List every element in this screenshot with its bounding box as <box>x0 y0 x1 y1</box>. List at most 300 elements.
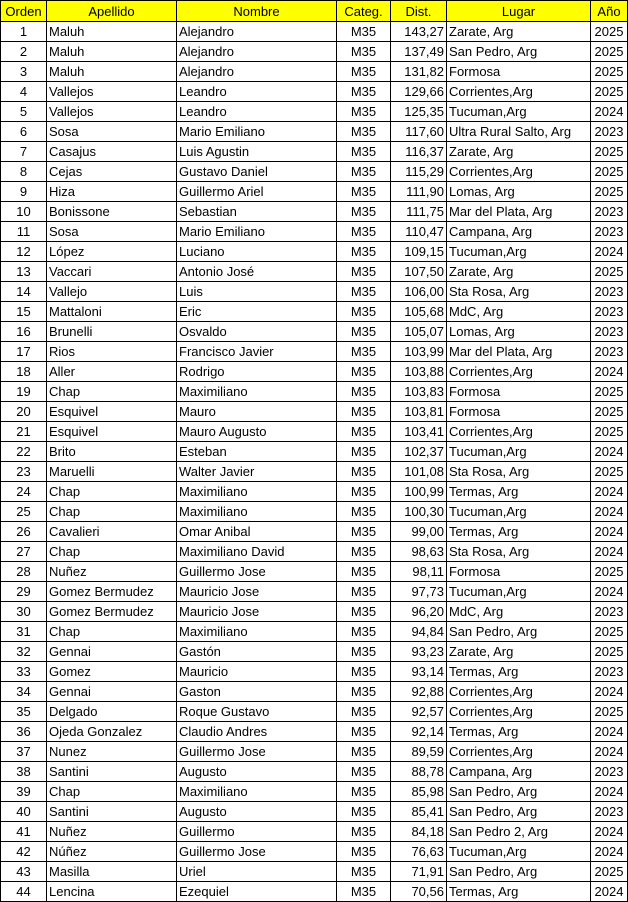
cell-orden: 40 <box>1 802 47 822</box>
cell-apellido: Chap <box>47 782 177 802</box>
cell-categoria: M35 <box>337 162 391 182</box>
cell-anio: 2024 <box>591 682 628 702</box>
cell-orden: 29 <box>1 582 47 602</box>
table-row <box>1 302 628 322</box>
table-row <box>1 82 628 102</box>
cell-anio: 2025 <box>591 142 628 162</box>
cell-distancia: 103,99 <box>391 342 447 362</box>
cell-apellido: Sosa <box>47 122 177 142</box>
cell-apellido: Nunez <box>47 742 177 762</box>
cell-categoria: M35 <box>337 22 391 42</box>
cell-anio: 2024 <box>591 882 628 902</box>
header-orden: Orden <box>1 1 47 22</box>
cell-anio: 2025 <box>591 262 628 282</box>
cell-categoria: M35 <box>337 602 391 622</box>
cell-nombre: Ezequiel <box>177 882 337 902</box>
cell-categoria: M35 <box>337 82 391 102</box>
table-row <box>1 542 628 562</box>
cell-nombre: Uriel <box>177 862 337 882</box>
cell-apellido: Chap <box>47 382 177 402</box>
table-row <box>1 782 628 802</box>
cell-distancia: 102,37 <box>391 442 447 462</box>
cell-apellido: Chap <box>47 502 177 522</box>
cell-nombre: Mauro <box>177 402 337 422</box>
cell-orden: 31 <box>1 622 47 642</box>
cell-lugar: Zarate, Arg <box>447 22 591 42</box>
table-row <box>1 222 628 242</box>
cell-categoria: M35 <box>337 842 391 862</box>
cell-lugar: Formosa <box>447 402 591 422</box>
table-row <box>1 362 628 382</box>
cell-anio: 2025 <box>591 82 628 102</box>
cell-categoria: M35 <box>337 182 391 202</box>
header-lugar: Lugar <box>447 1 591 22</box>
cell-anio: 2025 <box>591 22 628 42</box>
cell-lugar: Formosa <box>447 382 591 402</box>
cell-categoria: M35 <box>337 322 391 342</box>
table-row <box>1 142 628 162</box>
cell-lugar: Sta Rosa, Arg <box>447 462 591 482</box>
cell-anio: 2024 <box>591 542 628 562</box>
cell-anio: 2023 <box>591 762 628 782</box>
cell-apellido: Bonissone <box>47 202 177 222</box>
cell-distancia: 92,88 <box>391 682 447 702</box>
cell-orden: 13 <box>1 262 47 282</box>
cell-distancia: 98,11 <box>391 562 447 582</box>
cell-lugar: Tucuman,Arg <box>447 102 591 122</box>
cell-nombre: Alejandro <box>177 62 337 82</box>
table-row <box>1 42 628 62</box>
cell-anio: 2024 <box>591 582 628 602</box>
cell-orden: 22 <box>1 442 47 462</box>
cell-orden: 26 <box>1 522 47 542</box>
cell-orden: 2 <box>1 42 47 62</box>
cell-apellido: Núñez <box>47 842 177 862</box>
table-row <box>1 582 628 602</box>
table-row <box>1 122 628 142</box>
cell-nombre: Alejandro <box>177 22 337 42</box>
cell-anio: 2025 <box>591 562 628 582</box>
cell-orden: 9 <box>1 182 47 202</box>
cell-orden: 32 <box>1 642 47 662</box>
cell-apellido: López <box>47 242 177 262</box>
cell-apellido: Ojeda Gonzalez <box>47 722 177 742</box>
cell-apellido: Chap <box>47 542 177 562</box>
cell-apellido: Masilla <box>47 862 177 882</box>
cell-distancia: 85,98 <box>391 782 447 802</box>
cell-lugar: Lomas, Arg <box>447 322 591 342</box>
cell-lugar: Mar del Plata, Arg <box>447 202 591 222</box>
cell-nombre: Maximiliano <box>177 782 337 802</box>
cell-distancia: 84,18 <box>391 822 447 842</box>
cell-nombre: Roque Gustavo <box>177 702 337 722</box>
cell-distancia: 115,29 <box>391 162 447 182</box>
cell-orden: 36 <box>1 722 47 742</box>
cell-categoria: M35 <box>337 802 391 822</box>
cell-distancia: 125,35 <box>391 102 447 122</box>
cell-nombre: Alejandro <box>177 42 337 62</box>
cell-distancia: 103,81 <box>391 402 447 422</box>
cell-anio: 2023 <box>591 322 628 342</box>
header-nombre: Nombre <box>177 1 337 22</box>
cell-anio: 2025 <box>591 182 628 202</box>
cell-nombre: Maximiliano <box>177 502 337 522</box>
cell-distancia: 109,15 <box>391 242 447 262</box>
table-row <box>1 502 628 522</box>
cell-nombre: Gaston <box>177 682 337 702</box>
cell-distancia: 131,82 <box>391 62 447 82</box>
table-row <box>1 62 628 82</box>
table-row <box>1 522 628 542</box>
cell-apellido: Vallejos <box>47 102 177 122</box>
cell-categoria: M35 <box>337 622 391 642</box>
cell-anio: 2024 <box>591 362 628 382</box>
cell-apellido: Vaccari <box>47 262 177 282</box>
cell-apellido: Esquivel <box>47 402 177 422</box>
cell-orden: 33 <box>1 662 47 682</box>
cell-lugar: Zarate, Arg <box>447 142 591 162</box>
cell-apellido: Gennai <box>47 682 177 702</box>
cell-nombre: Luciano <box>177 242 337 262</box>
cell-nombre: Maximiliano <box>177 482 337 502</box>
cell-categoria: M35 <box>337 282 391 302</box>
cell-categoria: M35 <box>337 862 391 882</box>
table-row <box>1 842 628 862</box>
cell-distancia: 103,83 <box>391 382 447 402</box>
cell-anio: 2024 <box>591 742 628 762</box>
cell-nombre: Rodrigo <box>177 362 337 382</box>
cell-nombre: Francisco Javier <box>177 342 337 362</box>
cell-distancia: 89,59 <box>391 742 447 762</box>
cell-nombre: Gastón <box>177 642 337 662</box>
cell-apellido: Santini <box>47 802 177 822</box>
cell-apellido: Nuñez <box>47 562 177 582</box>
cell-categoria: M35 <box>337 562 391 582</box>
cell-nombre: Mauricio Jose <box>177 602 337 622</box>
cell-lugar: San Pedro 2, Arg <box>447 822 591 842</box>
cell-apellido: Gomez Bermudez <box>47 602 177 622</box>
cell-categoria: M35 <box>337 582 391 602</box>
cell-categoria: M35 <box>337 502 391 522</box>
cell-apellido: Cavalieri <box>47 522 177 542</box>
cell-distancia: 94,84 <box>391 622 447 642</box>
cell-anio: 2025 <box>591 422 628 442</box>
cell-anio: 2024 <box>591 102 628 122</box>
cell-lugar: Termas, Arg <box>447 662 591 682</box>
cell-anio: 2024 <box>591 782 628 802</box>
cell-lugar: Zarate, Arg <box>447 262 591 282</box>
cell-anio: 2023 <box>591 602 628 622</box>
table-row <box>1 742 628 762</box>
cell-categoria: M35 <box>337 402 391 422</box>
cell-anio: 2024 <box>591 242 628 262</box>
table-row <box>1 702 628 722</box>
cell-apellido: Santini <box>47 762 177 782</box>
cell-distancia: 103,41 <box>391 422 447 442</box>
cell-orden: 14 <box>1 282 47 302</box>
cell-anio: 2025 <box>591 42 628 62</box>
cell-orden: 10 <box>1 202 47 222</box>
cell-apellido: Maluh <box>47 42 177 62</box>
cell-orden: 38 <box>1 762 47 782</box>
cell-lugar: Termas, Arg <box>447 722 591 742</box>
cell-orden: 23 <box>1 462 47 482</box>
cell-orden: 30 <box>1 602 47 622</box>
cell-nombre: Eric <box>177 302 337 322</box>
cell-distancia: 99,00 <box>391 522 447 542</box>
cell-lugar: Tucuman,Arg <box>447 842 591 862</box>
cell-anio: 2023 <box>591 342 628 362</box>
table-row <box>1 762 628 782</box>
cell-anio: 2023 <box>591 802 628 822</box>
cell-apellido: Brito <box>47 442 177 462</box>
cell-lugar: Corrientes,Arg <box>447 682 591 702</box>
cell-orden: 21 <box>1 422 47 442</box>
table-row <box>1 22 628 42</box>
cell-distancia: 105,68 <box>391 302 447 322</box>
cell-nombre: Leandro <box>177 82 337 102</box>
cell-apellido: Vallejo <box>47 282 177 302</box>
cell-orden: 37 <box>1 742 47 762</box>
cell-categoria: M35 <box>337 682 391 702</box>
cell-nombre: Guillermo Jose <box>177 742 337 762</box>
cell-lugar: Tucuman,Arg <box>447 242 591 262</box>
cell-apellido: Brunelli <box>47 322 177 342</box>
cell-lugar: Corrientes,Arg <box>447 82 591 102</box>
cell-categoria: M35 <box>337 882 391 902</box>
cell-orden: 42 <box>1 842 47 862</box>
cell-nombre: Guillermo Jose <box>177 562 337 582</box>
cell-nombre: Guillermo Ariel <box>177 182 337 202</box>
cell-categoria: M35 <box>337 662 391 682</box>
cell-categoria: M35 <box>337 782 391 802</box>
cell-orden: 4 <box>1 82 47 102</box>
cell-lugar: Formosa <box>447 62 591 82</box>
header-categoria: Categ. <box>337 1 391 22</box>
cell-apellido: Gomez Bermudez <box>47 582 177 602</box>
cell-orden: 16 <box>1 322 47 342</box>
cell-orden: 3 <box>1 62 47 82</box>
cell-apellido: Delgado <box>47 702 177 722</box>
cell-apellido: Lencina <box>47 882 177 902</box>
cell-orden: 44 <box>1 882 47 902</box>
cell-lugar: Tucuman,Arg <box>447 582 591 602</box>
table-row <box>1 642 628 662</box>
cell-anio: 2023 <box>591 222 628 242</box>
cell-categoria: M35 <box>337 642 391 662</box>
cell-anio: 2023 <box>591 202 628 222</box>
table-row <box>1 722 628 742</box>
cell-nombre: Luis Agustin <box>177 142 337 162</box>
cell-lugar: Corrientes,Arg <box>447 422 591 442</box>
cell-nombre: Mauro Augusto <box>177 422 337 442</box>
cell-anio: 2024 <box>591 522 628 542</box>
cell-categoria: M35 <box>337 762 391 782</box>
cell-nombre: Augusto <box>177 762 337 782</box>
cell-lugar: Formosa <box>447 562 591 582</box>
cell-nombre: Maximiliano <box>177 622 337 642</box>
table-body <box>1 22 628 902</box>
cell-apellido: Casajus <box>47 142 177 162</box>
cell-categoria: M35 <box>337 362 391 382</box>
cell-orden: 24 <box>1 482 47 502</box>
cell-anio: 2024 <box>591 842 628 862</box>
cell-distancia: 92,14 <box>391 722 447 742</box>
table-row <box>1 202 628 222</box>
header-anio: Año <box>591 1 628 22</box>
cell-categoria: M35 <box>337 262 391 282</box>
cell-distancia: 105,07 <box>391 322 447 342</box>
cell-lugar: MdC, Arg <box>447 302 591 322</box>
cell-apellido: Gennai <box>47 642 177 662</box>
cell-nombre: Antonio José <box>177 262 337 282</box>
cell-orden: 8 <box>1 162 47 182</box>
cell-nombre: Guillermo <box>177 822 337 842</box>
table-row <box>1 262 628 282</box>
cell-orden: 34 <box>1 682 47 702</box>
table-row <box>1 882 628 902</box>
cell-apellido: Chap <box>47 622 177 642</box>
cell-nombre: Mario Emiliano <box>177 222 337 242</box>
cell-nombre: Esteban <box>177 442 337 462</box>
cell-categoria: M35 <box>337 522 391 542</box>
cell-distancia: 106,00 <box>391 282 447 302</box>
cell-nombre: Maximiliano David <box>177 542 337 562</box>
cell-orden: 7 <box>1 142 47 162</box>
table-row <box>1 242 628 262</box>
cell-distancia: 116,37 <box>391 142 447 162</box>
cell-categoria: M35 <box>337 62 391 82</box>
cell-nombre: Walter Javier <box>177 462 337 482</box>
cell-categoria: M35 <box>337 202 391 222</box>
cell-nombre: Gustavo Daniel <box>177 162 337 182</box>
cell-anio: 2023 <box>591 662 628 682</box>
table-row <box>1 862 628 882</box>
cell-distancia: 111,75 <box>391 202 447 222</box>
cell-orden: 43 <box>1 862 47 882</box>
cell-orden: 1 <box>1 22 47 42</box>
table-row <box>1 182 628 202</box>
cell-nombre: Sebastian <box>177 202 337 222</box>
cell-lugar: Corrientes,Arg <box>447 742 591 762</box>
header-distancia: Dist. <box>391 1 447 22</box>
cell-distancia: 117,60 <box>391 122 447 142</box>
cell-nombre: Claudio Andres <box>177 722 337 742</box>
cell-lugar: MdC, Arg <box>447 602 591 622</box>
cell-nombre: Guillermo Jose <box>177 842 337 862</box>
table-row <box>1 342 628 362</box>
cell-orden: 28 <box>1 562 47 582</box>
cell-distancia: 85,41 <box>391 802 447 822</box>
cell-categoria: M35 <box>337 122 391 142</box>
cell-lugar: San Pedro, Arg <box>447 862 591 882</box>
cell-lugar: Campana, Arg <box>447 762 591 782</box>
table-row <box>1 442 628 462</box>
cell-apellido: Nuñez <box>47 822 177 842</box>
cell-distancia: 107,50 <box>391 262 447 282</box>
cell-orden: 11 <box>1 222 47 242</box>
cell-nombre: Mauricio <box>177 662 337 682</box>
cell-anio: 2024 <box>591 502 628 522</box>
cell-anio: 2025 <box>591 162 628 182</box>
cell-categoria: M35 <box>337 242 391 262</box>
cell-nombre: Osvaldo <box>177 322 337 342</box>
cell-categoria: M35 <box>337 102 391 122</box>
table-row <box>1 622 628 642</box>
cell-orden: 41 <box>1 822 47 842</box>
table-row <box>1 602 628 622</box>
cell-apellido: Maluh <box>47 22 177 42</box>
cell-nombre: Omar Anibal <box>177 522 337 542</box>
cell-distancia: 97,73 <box>391 582 447 602</box>
cell-orden: 17 <box>1 342 47 362</box>
cell-lugar: Mar del Plata, Arg <box>447 342 591 362</box>
cell-apellido: Aller <box>47 362 177 382</box>
cell-anio: 2025 <box>591 642 628 662</box>
cell-apellido: Esquivel <box>47 422 177 442</box>
cell-categoria: M35 <box>337 42 391 62</box>
cell-lugar: Sta Rosa, Arg <box>447 282 591 302</box>
cell-distancia: 137,49 <box>391 42 447 62</box>
cell-distancia: 129,66 <box>391 82 447 102</box>
cell-categoria: M35 <box>337 342 391 362</box>
cell-categoria: M35 <box>337 302 391 322</box>
cell-anio: 2025 <box>591 862 628 882</box>
cell-orden: 12 <box>1 242 47 262</box>
table-header <box>1 1 628 22</box>
cell-apellido: Maruelli <box>47 462 177 482</box>
cell-apellido: Gomez <box>47 662 177 682</box>
cell-orden: 18 <box>1 362 47 382</box>
table-row <box>1 562 628 582</box>
cell-lugar: San Pedro, Arg <box>447 802 591 822</box>
cell-distancia: 101,08 <box>391 462 447 482</box>
cell-lugar: Corrientes,Arg <box>447 162 591 182</box>
cell-lugar: Termas, Arg <box>447 522 591 542</box>
cell-categoria: M35 <box>337 442 391 462</box>
header-apellido: Apellido <box>47 1 177 22</box>
cell-orden: 27 <box>1 542 47 562</box>
cell-anio: 2024 <box>591 822 628 842</box>
table-row <box>1 682 628 702</box>
cell-anio: 2024 <box>591 722 628 742</box>
cell-categoria: M35 <box>337 462 391 482</box>
cell-distancia: 100,30 <box>391 502 447 522</box>
cell-distancia: 70,56 <box>391 882 447 902</box>
cell-lugar: Corrientes,Arg <box>447 362 591 382</box>
table-row <box>1 462 628 482</box>
cell-categoria: M35 <box>337 742 391 762</box>
cell-apellido: Vallejos <box>47 82 177 102</box>
cell-distancia: 96,20 <box>391 602 447 622</box>
cell-lugar: San Pedro, Arg <box>447 622 591 642</box>
table-row <box>1 282 628 302</box>
cell-lugar: Campana, Arg <box>447 222 591 242</box>
cell-distancia: 93,14 <box>391 662 447 682</box>
cell-categoria: M35 <box>337 482 391 502</box>
cell-distancia: 92,57 <box>391 702 447 722</box>
table-row <box>1 482 628 502</box>
cell-anio: 2023 <box>591 122 628 142</box>
cell-categoria: M35 <box>337 702 391 722</box>
cell-nombre: Leandro <box>177 102 337 122</box>
cell-anio: 2025 <box>591 702 628 722</box>
cell-lugar: Lomas, Arg <box>447 182 591 202</box>
cell-anio: 2024 <box>591 482 628 502</box>
cell-anio: 2025 <box>591 462 628 482</box>
cell-categoria: M35 <box>337 382 391 402</box>
cell-orden: 20 <box>1 402 47 422</box>
